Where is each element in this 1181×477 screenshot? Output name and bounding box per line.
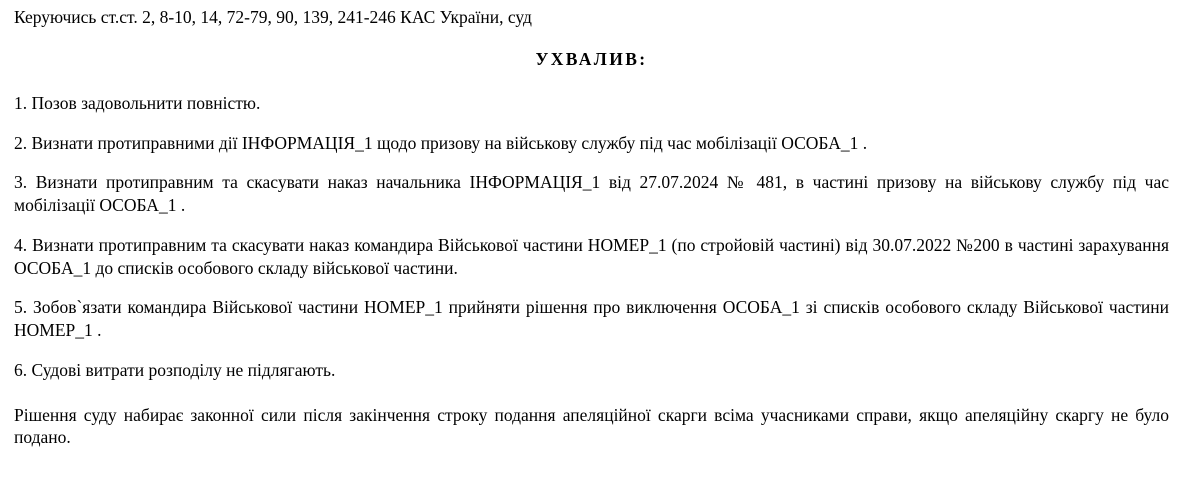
intro-paragraph: Керуючись ст.ст. 2, 8-10, 14, 72-79, 90, 139, 241-246 КАС України, суд — [14, 7, 532, 27]
decision-item-3: 3. Визнати протиправним та скасувати наказ начальника ІНФОРМАЦІЯ_1 від 27.07.2024 № 481, в частині призову на військову службу під час мобілізації ОСОБА_1 . — [14, 172, 1169, 215]
decision-heading: УХВАЛИВ: — [535, 48, 648, 69]
decision-item-2: 2. Визнати протиправними дії ІНФОРМАЦІЯ_1 щодо призову на військову службу під час мобілізації ОСОБА_1 . — [14, 132, 868, 153]
decision-item-5: 5. Зобов`язати командира Військової частини НОМЕР_1 прийняти рішення про виключення ОСОБА_1 зі списків особового складу Військової частини НОМЕР_1 . — [14, 297, 1169, 340]
decision-item-4: 4. Визнати протиправним та скасувати наказ командира Військової частини НОМЕР_1 (по стройовій частині) від 30.07.2022 №200 в частині зарахування ОСОБА_1 до списків особового складу військової частини. — [14, 234, 1169, 278]
decision-item-6: 6. Судові витрати розподілу не підлягають. — [14, 359, 336, 380]
closing-paragraph: Рішення суду набирає законної сили після закінчення строку подання апеляційної скарги всіма учасниками справи, якщо апеляційну скаргу не було подано. — [14, 404, 1169, 448]
decision-item-1: 1. Позов задовольнити повністю. — [14, 92, 261, 113]
